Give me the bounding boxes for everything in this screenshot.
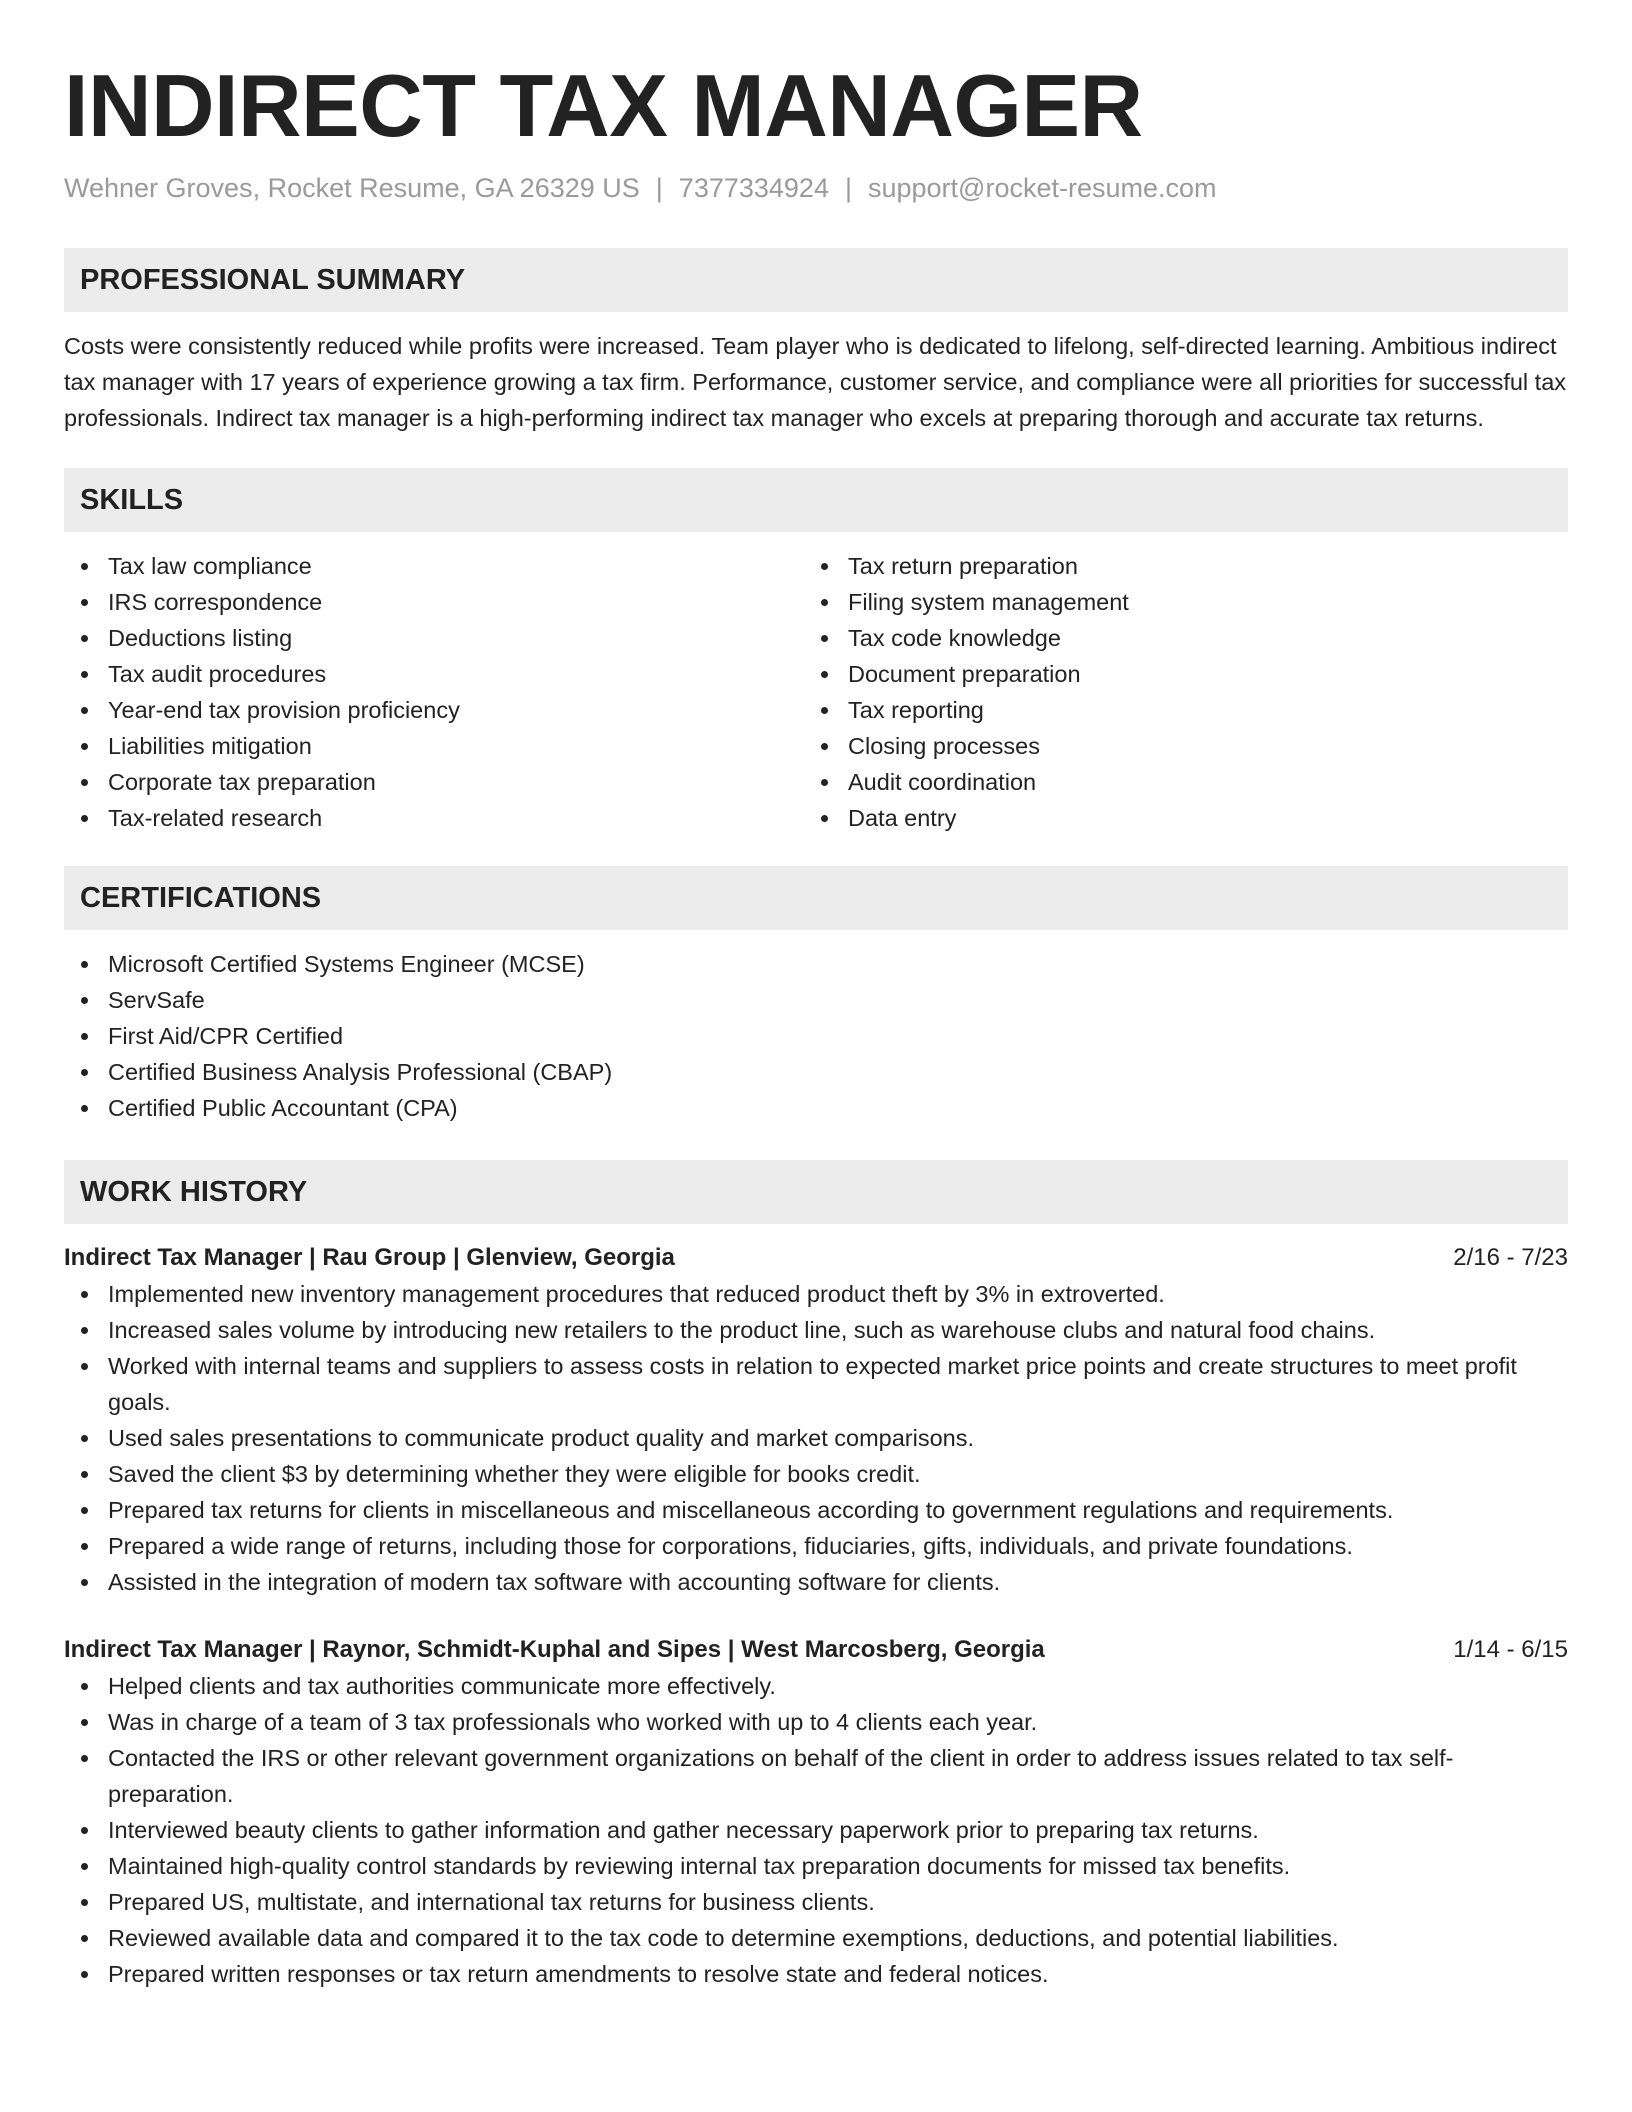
job-header [64,1240,1568,1276]
job-bullet: Used sales presentations to communicate product quality and market comparisons. [64,1420,1568,1456]
skills-header [64,468,1568,532]
contact-email[interactable]: support@rocket-resume.com [867,173,1217,203]
job-bullet: Prepared written responses or tax return amendments to resolve state and federal notices. [64,1956,1568,1992]
work-title: WORK HISTORY [80,1175,308,1208]
job-bullet: Contacted the IRS or other relevant government organizations on behalf of the client in order to address issues related to tax self-preparation. [64,1740,1568,1812]
certifications-title: CERTIFICATIONS [80,881,322,914]
contact-separator: | [844,173,852,203]
skill-item: Data entry [804,800,1544,836]
job-bullets [64,1668,1568,1992]
job-dates: 2/16 - 7/23 [1453,1244,1568,1271]
resume-name: INDIRECT TAX MANAGER [64,56,1143,155]
skill-item: Tax return preparation [804,548,1544,584]
summary-section [64,248,1568,436]
job-entry [64,1240,1568,1600]
job-bullet: Prepared a wide range of returns, including those for corporations, fiduciaries, gifts, individuals, and private foundations. [64,1528,1568,1564]
job-bullet: Maintained high-quality control standards by reviewing internal tax preparation documents for missed tax benefits. [64,1848,1568,1884]
job-bullet: Saved the client $3 by determining whether they were eligible for books credit. [64,1456,1568,1492]
skills-list-left [64,548,804,836]
job-bullet: Prepared US, multistate, and international tax returns for business clients. [64,1884,1568,1920]
skills-grid [64,548,1568,836]
job-bullet: Assisted in the integration of modern tax software with accounting software for clients. [64,1564,1568,1600]
job-bullet: Was in charge of a team of 3 tax professionals who worked with up to 4 clients each year. [64,1704,1568,1740]
certification-item: ServSafe [64,982,1568,1018]
job-bullet: Implemented new inventory management procedures that reduced product theft by 3% in extroverted. [64,1276,1568,1312]
certification-item: Certified Business Analysis Professional (CBAP) [64,1054,1568,1090]
certifications-section [64,866,1568,1126]
skill-item: IRS correspondence [64,584,804,620]
job-dates: 1/14 - 6/15 [1453,1636,1568,1663]
skill-item: Tax-related research [64,800,804,836]
skill-item: Tax audit procedures [64,656,804,692]
job-heading: Indirect Tax Manager | Rau Group | Glenview, Georgia [64,1244,675,1271]
skill-item: Filing system management [804,584,1544,620]
job-bullet: Worked with internal teams and suppliers to assess costs in relation to expected market price points and create structures to meet profit goals. [64,1348,1568,1420]
job-heading: Indirect Tax Manager | Raynor, Schmidt-Kuphal and Sipes | West Marcosberg, Georgia [64,1636,1045,1663]
skill-item: Tax law compliance [64,548,804,584]
job-bullet: Interviewed beauty clients to gather information and gather necessary paperwork prior to preparing tax returns. [64,1812,1568,1848]
skill-item: Audit coordination [804,764,1544,800]
skill-item: Tax reporting [804,692,1544,728]
job-header [64,1632,1568,1668]
skills-section [64,468,1568,836]
skill-item: Corporate tax preparation [64,764,804,800]
job-bullet: Helped clients and tax authorities communicate more effectively. [64,1668,1568,1704]
summary-title: PROFESSIONAL SUMMARY [80,263,466,296]
job-bullet: Prepared tax returns for clients in miscellaneous and miscellaneous according to government regulations and requirements. [64,1492,1568,1528]
certifications-header [64,866,1568,930]
contact-phone[interactable]: 7377334924 [678,173,829,203]
contact-line [64,170,1568,206]
certification-item: First Aid/CPR Certified [64,1018,1568,1054]
work-section [64,1160,1568,1992]
skill-item: Document preparation [804,656,1544,692]
certification-item: Microsoft Certified Systems Engineer (MCSE) [64,946,1568,982]
work-header [64,1160,1568,1224]
job-bullet: Reviewed available data and compared it to the tax code to determine exemptions, deductions, and potential liabilities. [64,1920,1568,1956]
job-bullet: Increased sales volume by introducing new retailers to the product line, such as warehouse clubs and natural food chains. [64,1312,1568,1348]
summary-header [64,248,1568,312]
job-entry [64,1632,1568,1992]
job-bullets [64,1276,1568,1600]
certification-item: Certified Public Accountant (CPA) [64,1090,1568,1126]
skill-item: Closing processes [804,728,1544,764]
skill-item: Tax code knowledge [804,620,1544,656]
skill-item: Liabilities mitigation [64,728,804,764]
contact-separator: | [655,173,663,203]
summary-text: Costs were consistently reduced while profits were increased. Team player who is dedicated to lifelong, self-directed learning. Ambitious indirect tax manager with 17 years of experience growing a tax firm. Performance, customer service, and compliance were all priorities for successful tax professionals. Indirect tax manager is a high-performing indirect tax manager who excels at preparing thorough and accurate tax returns. [64,333,1567,431]
skills-title: SKILLS [80,483,184,516]
contact-address: Wehner Groves, Rocket Resume, GA 26329 US [64,173,640,203]
skill-item: Year-end tax provision proficiency [64,692,804,728]
certifications-list [64,946,1568,1126]
skills-list-right [804,548,1544,836]
skill-item: Deductions listing [64,620,804,656]
